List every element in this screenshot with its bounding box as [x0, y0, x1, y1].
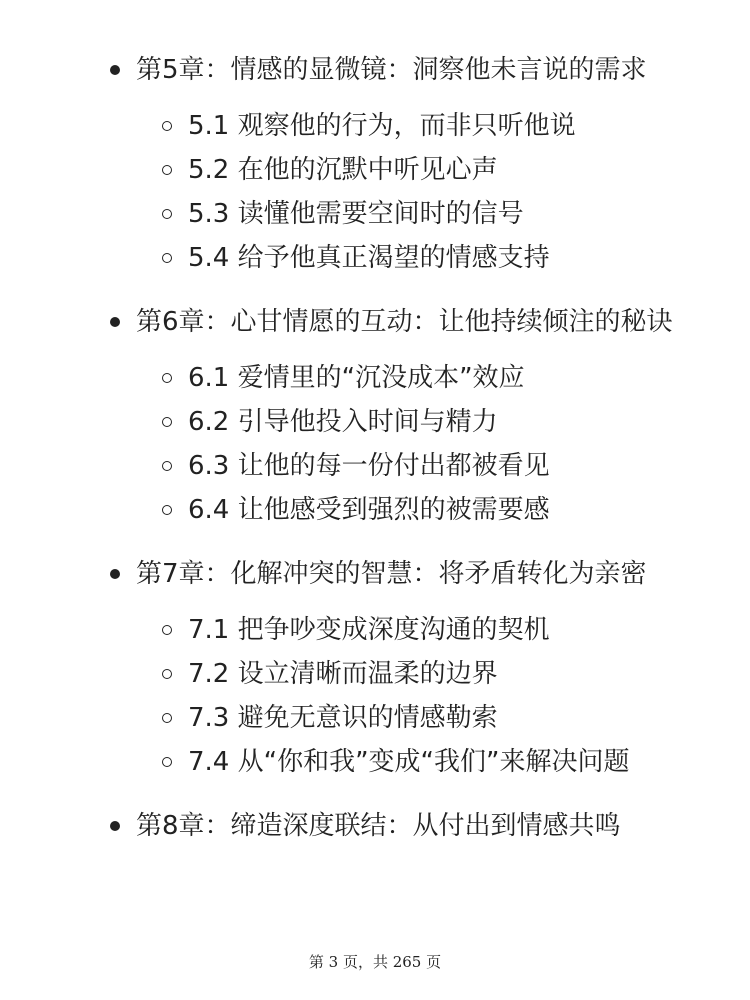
hollow-bullet-icon	[162, 165, 172, 175]
section-item	[160, 148, 680, 192]
section-title-text: 7.4 从“你和我”变成“我们”来解决问题	[188, 747, 630, 777]
chapter-title-text: 第8章：缔造深度联结：从付出到情感共鸣	[136, 811, 621, 841]
chapter-item	[100, 48, 680, 280]
chapter-title-text: 第6章：心甘情愿的互动：让他持续倾注的秘诀	[136, 307, 673, 337]
chapter-item	[100, 804, 680, 848]
chapter-list	[100, 48, 680, 868]
hollow-bullet-icon	[162, 505, 172, 515]
section-title-text: 7.1 把争吵变成深度沟通的契机	[188, 615, 550, 645]
section-item	[160, 652, 680, 696]
section-item	[160, 608, 680, 652]
chapter-title	[100, 552, 680, 596]
hollow-bullet-icon	[162, 373, 172, 383]
section-title-text: 6.4 让他感受到强烈的被需要感	[188, 495, 550, 525]
section-title-text: 5.2 在他的沉默中听见心声	[188, 155, 498, 185]
section-list	[100, 356, 680, 532]
section-title-text: 6.2 引导他投入时间与精力	[188, 407, 498, 437]
section-title-text: 6.1 爱情里的“沉没成本”效应	[188, 363, 525, 393]
hollow-bullet-icon	[162, 713, 172, 723]
section-title-text: 6.3 让他的每一份付出都被看见	[188, 451, 550, 481]
section-list	[100, 608, 680, 784]
hollow-bullet-icon	[162, 121, 172, 131]
section-item	[160, 356, 680, 400]
section-item	[160, 104, 680, 148]
chapter-item	[100, 552, 680, 784]
filled-bullet-icon	[110, 65, 120, 75]
hollow-bullet-icon	[162, 417, 172, 427]
section-title-text: 7.3 避免无意识的情感勒索	[188, 703, 498, 733]
chapter-title	[100, 300, 680, 344]
hollow-bullet-icon	[162, 757, 172, 767]
section-item	[160, 236, 680, 280]
hollow-bullet-icon	[162, 253, 172, 263]
chapter-item	[100, 300, 680, 532]
section-item	[160, 444, 680, 488]
section-item	[160, 488, 680, 532]
section-title-text: 5.1 观察他的行为，而非只听他说	[188, 111, 576, 141]
hollow-bullet-icon	[162, 209, 172, 219]
hollow-bullet-icon	[162, 461, 172, 471]
section-item	[160, 400, 680, 444]
filled-bullet-icon	[110, 569, 120, 579]
section-item	[160, 696, 680, 740]
chapter-title-text: 第5章：情感的显微镜：洞察他未言说的需求	[136, 55, 647, 85]
chapter-title	[100, 48, 680, 92]
section-title-text: 7.2 设立清晰而温柔的边界	[188, 659, 498, 689]
section-item	[160, 740, 680, 784]
section-title-text: 5.3 读懂他需要空间时的信号	[188, 199, 524, 229]
section-item	[160, 192, 680, 236]
chapter-title	[100, 804, 680, 848]
filled-bullet-icon	[110, 317, 120, 327]
chapter-title-text: 第7章：化解冲突的智慧：将矛盾转化为亲密	[136, 559, 647, 589]
section-list	[100, 104, 680, 280]
page-footer: 第 3 页，共 265 页	[308, 953, 442, 971]
hollow-bullet-icon	[162, 625, 172, 635]
section-title-text: 5.4 给予他真正渴望的情感支持	[188, 243, 550, 273]
hollow-bullet-icon	[162, 669, 172, 679]
filled-bullet-icon	[110, 821, 120, 831]
